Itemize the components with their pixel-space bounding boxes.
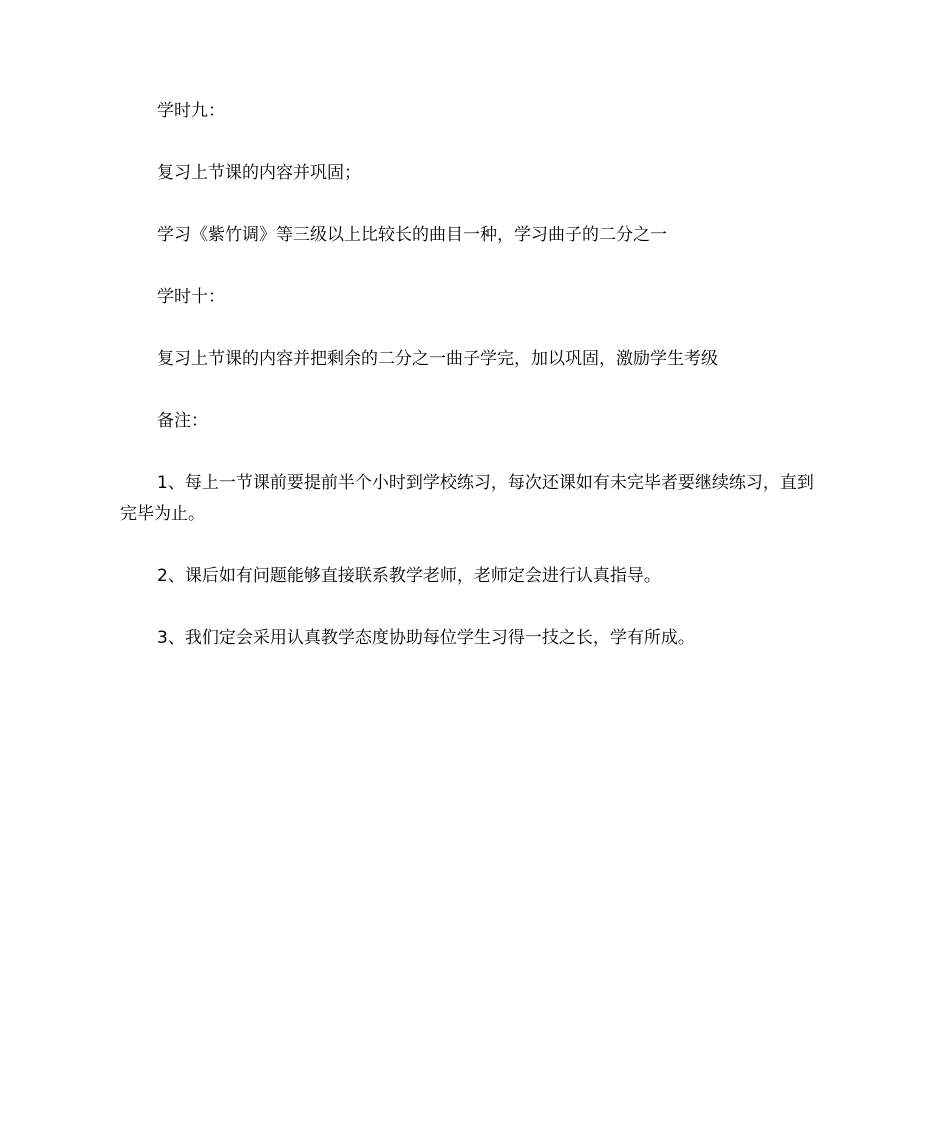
lesson-nine-review: 复习上节课的内容并巩固； <box>157 163 361 183</box>
lesson-ten-review: 复习上节课的内容并把剩余的二分之一曲子学完，加以巩固，激励学生考级 <box>157 349 718 369</box>
note-item-1: 1、每上一节课前要提前半个小时到学校练习，每次还课如有未完毕者要继续练习，直到完毕为止。 <box>120 473 814 524</box>
note-item-3: 3、我们定会采用认真教学态度协助每位学生习得一技之长，学有所成。 <box>157 628 695 648</box>
lesson-nine-study: 学习《紫竹调》等三级以上比较长的曲目一种，学习曲子的二分之一 <box>157 225 667 245</box>
lesson-ten-heading: 学时十： <box>157 287 225 307</box>
notes-heading: 备注： <box>157 411 208 431</box>
lesson-nine-heading: 学时九： <box>157 101 225 121</box>
note-item-2: 2、课后如有问题能够直接联系教学老师，老师定会进行认真指导。 <box>157 566 661 586</box>
document-body <box>120 96 830 685</box>
